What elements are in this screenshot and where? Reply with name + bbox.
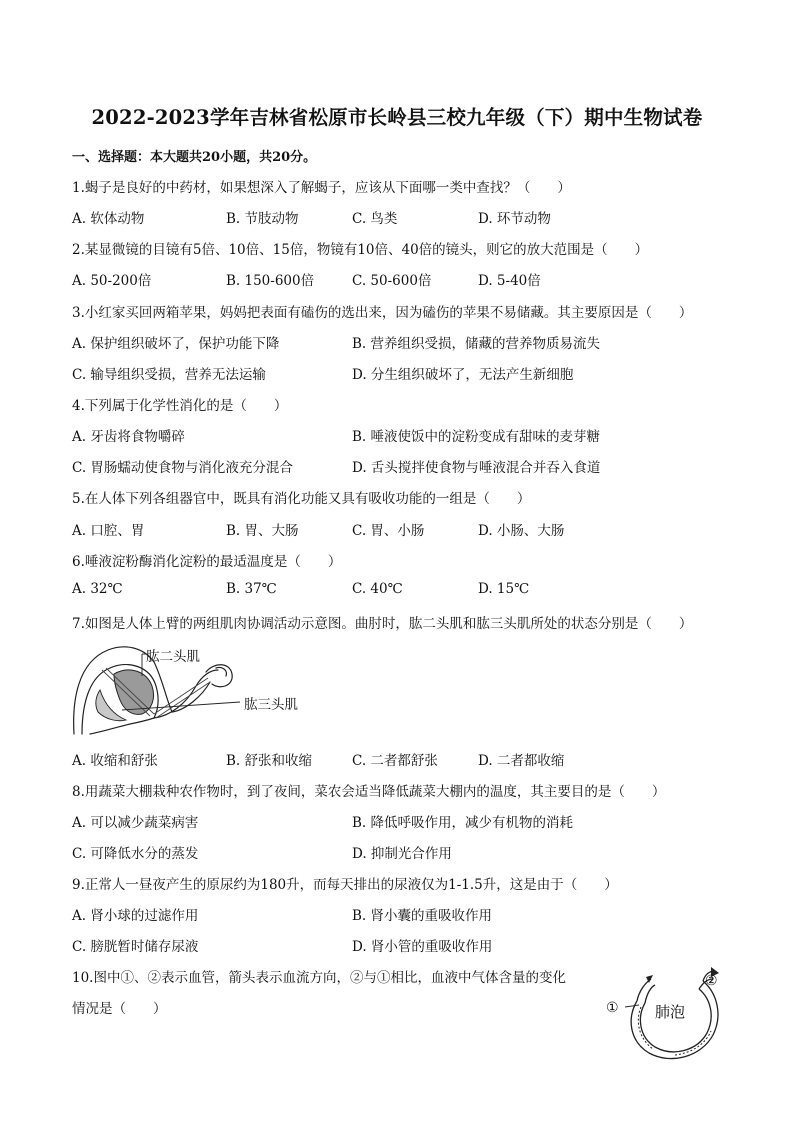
q7-option-c: C. 二者都舒张 (352, 753, 438, 769)
q4-option-b: B. 唾液使饭中的淀粉变成有甜味的麦芽糖 (352, 429, 601, 445)
q7-option-d: D. 二者都收缩 (478, 753, 565, 769)
q9-option-d: D. 肾小管的重吸收作用 (352, 939, 493, 955)
q6-option-b: B. 37℃ (226, 581, 277, 597)
q9-option-b: B. 肾小囊的重吸收作用 (352, 908, 493, 924)
q8-option-a: A. 可以减少蔬菜病害 (72, 815, 199, 831)
q3-option-a: A. 保护组织破坏了，保护功能下降 (72, 336, 280, 352)
q1-option-a: A. 软体动物 (72, 211, 145, 227)
alveolus-label: 肺泡 (655, 1003, 686, 1021)
q1-option-b: B. 节肢动物 (226, 211, 299, 227)
section-heading: 一、选择题：本大题共20小题，共20分。 (72, 150, 317, 165)
question-8-stem: 8.用蔬菜大棚栽种农作物时，到了夜间，菜农会适当降低蔬菜大棚内的温度，其主要目的是（ ） (72, 784, 666, 800)
q6-option-c: C. 40℃ (352, 581, 403, 597)
q8-option-d: D. 抑制光合作用 (352, 846, 452, 862)
biceps-label: 肱二头肌 (146, 649, 200, 665)
vessel-2-label: ② (705, 973, 718, 989)
q6-option-d: D. 15℃ (478, 581, 530, 597)
question-10-stem-line1: 10.图中①、②表示血管，箭头表示血流方向，②与①相比，血液中气体含量的变化 (72, 970, 566, 986)
q5-option-c: C. 胃、小肠 (352, 523, 425, 539)
q2-option-a: A. 50-200倍 (72, 273, 152, 289)
q7-option-b: B. 舒张和收缩 (226, 753, 313, 769)
question-5-stem: 5.在人体下列各组器官中，既具有消化功能又具有吸收功能的一组是（ ） (72, 491, 531, 507)
question-10-stem-line2: 情况是（ ） (72, 1001, 167, 1017)
vessel-1-label: ① (606, 1000, 619, 1016)
q4-option-a: A. 牙齿将食物嚼碎 (72, 429, 185, 445)
question-9-stem: 9.正常人一昼夜产生的原尿约为180升，而每天排出的尿液仅为1-1.5升，这是由于（ ） (72, 877, 618, 893)
q3-option-b: B. 营养组织受损，储藏的营养物质易流失 (352, 336, 601, 352)
question-2-stem: 2.某显微镜的目镜有5倍、10倍、15倍，物镜有10倍、40倍的镜头，则它的放大范围是（ ） (72, 242, 649, 258)
q2-option-d: D. 5-40倍 (478, 273, 541, 289)
q5-option-d: D. 小肠、大肠 (478, 523, 565, 539)
triceps-label: 肱三头肌 (244, 697, 298, 713)
q7-option-a: A. 收缩和舒张 (72, 753, 158, 769)
question-4-stem: 4.下列属于化学性消化的是（ ） (72, 398, 288, 414)
q8-option-c: C. 可降低水分的蒸发 (72, 846, 199, 862)
page-title: 2022-2023学年吉林省松原市长岭县三校九年级（下）期中生物试卷 (91, 106, 703, 129)
q9-option-c: C. 膀胱暂时储存尿液 (72, 939, 199, 955)
q3-option-c: C. 输导组织受损，营养无法运输 (72, 367, 266, 383)
q9-option-a: A. 肾小球的过滤作用 (72, 908, 199, 924)
q3-option-d: D. 分生组织破坏了，无法产生新细胞 (352, 367, 574, 383)
question-7-stem: 7.如图是人体上臂的两组肌肉协调活动示意图。曲肘时，肱二头肌和肱三头肌所处的状态分别是（ ） (72, 616, 693, 632)
q2-option-b: B. 150-600倍 (226, 273, 315, 289)
q5-option-a: A. 口腔、胃 (72, 523, 145, 539)
q1-option-d: D. 环节动物 (478, 211, 551, 227)
question-3-stem: 3.小红家买回两箱苹果，妈妈把表面有磕伤的选出来，因为磕伤的苹果不易储藏。其主要原因是（ ） (72, 305, 693, 321)
q4-option-c: C. 胃肠蠕动使食物与消化液充分混合 (72, 460, 293, 476)
question-6-stem: 6.唾液淀粉酶消化淀粉的最适温度是（ ） (72, 554, 342, 570)
q5-option-b: B. 胃、大肠 (226, 523, 299, 539)
q8-option-b: B. 降低呼吸作用，减少有机物的消耗 (352, 815, 574, 831)
q4-option-d: D. 舌头搅拌使食物与唾液混合并吞入食道 (352, 460, 601, 476)
q6-option-a: A. 32℃ (72, 581, 123, 597)
q1-option-c: C. 鸟类 (352, 211, 398, 227)
q2-option-c: C. 50-600倍 (352, 273, 432, 289)
question-1-stem: 1.蝎子是良好的中药材，如果想深入了解蝎子，应该从下面哪一类中查找？（ ） (72, 180, 571, 196)
